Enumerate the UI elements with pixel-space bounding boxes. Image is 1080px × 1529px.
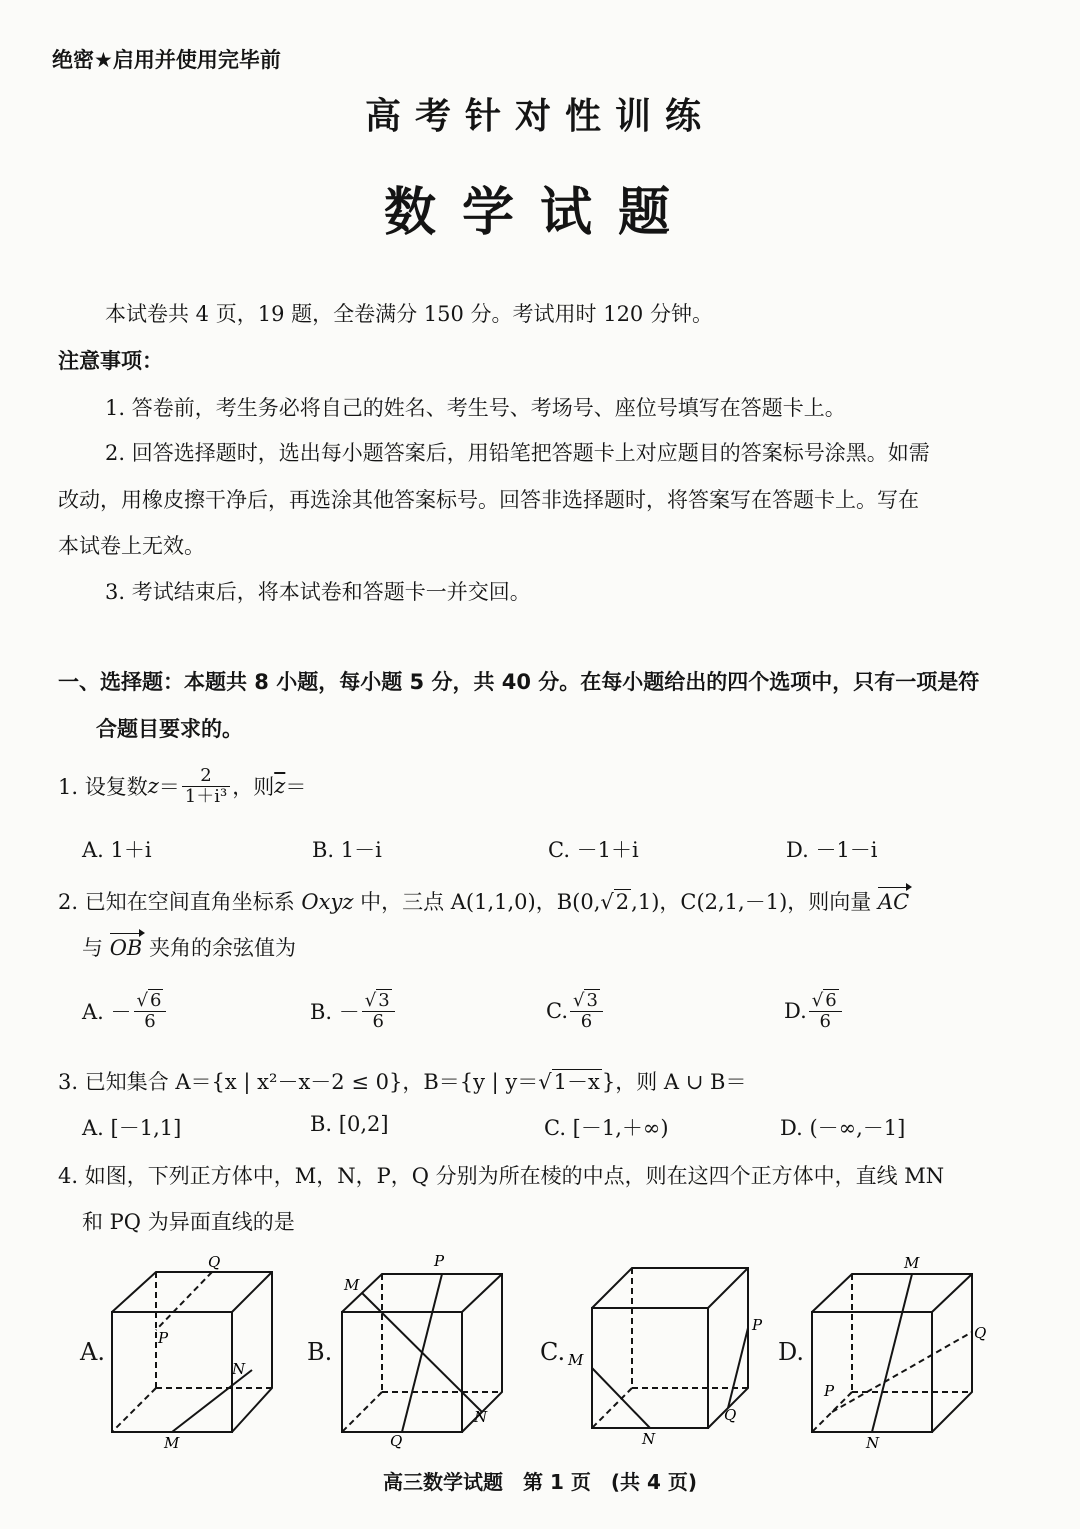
q2-option-b-label: B. － <box>310 1000 360 1024</box>
cube-d-label-n: N <box>866 1434 880 1452</box>
q2-option-b-fraction <box>362 991 395 1032</box>
cube-a-label-m: M <box>164 1434 180 1452</box>
cube-figure-a <box>108 1250 278 1450</box>
q2-option-a-fraction <box>134 991 167 1032</box>
q2-line1-a: 2. 已知在空间直角坐标系 <box>58 890 302 914</box>
figure-label-c: C. <box>540 1338 566 1366</box>
q2-option-c-fraction <box>570 991 603 1032</box>
exam-intro: 本试卷共 4 页，19 题，全卷满分 150 分。考试用时 120 分钟。 <box>105 302 713 326</box>
q1-fraction-denominator: 1＋i³ <box>184 785 228 807</box>
q2-option-b-den: 6 <box>372 1010 384 1032</box>
q2-option-c-label: C. <box>546 999 568 1023</box>
cube-d-label-q: Q <box>974 1324 987 1342</box>
q2-option-d-den: 6 <box>819 1010 831 1032</box>
q3-option-b: B. [0,2] <box>310 1112 389 1136</box>
notice-item-1: 1. 答卷前，考生务必将自己的姓名、考生号、考场号、座位号填写在答题卡上。 <box>105 396 846 420</box>
notice-heading: 注意事项： <box>58 349 163 373</box>
q1-option-b: B. 1－i <box>312 838 382 862</box>
q1-end: ＝ <box>285 775 307 799</box>
section-1-heading-line-1: 一、选择题：本题共 8 小题，每小题 5 分，共 40 分。在每小题给出的四个选项中，只有一项是符 <box>58 670 980 694</box>
figure-label-d: D. <box>778 1338 805 1366</box>
question-4-line-2: 和 PQ 为异面直线的是 <box>82 1210 295 1234</box>
q2-sqrt-arg: 2 <box>615 890 630 914</box>
question-3: 3. 已知集合 A＝{x | x²－x－2 ≤ 0}，B＝{y | y＝√1－x}，则 A ∪ B＝ <box>58 1070 747 1094</box>
q1-option-a: A. 1＋i <box>82 838 152 862</box>
q1-mid: ，则 <box>232 775 275 799</box>
question-4-line-1: 4. 如图，下列正方体中，M，N，P，Q 分别为所在棱的中点，则在这四个正方体中，直线 MN <box>58 1164 945 1188</box>
q2-option-c-den: 6 <box>580 1010 593 1032</box>
cube-a-label-q: Q <box>208 1253 221 1271</box>
cube-figure-d <box>808 1250 988 1450</box>
q2-option-b <box>310 985 397 1037</box>
notice-item-2-line-3: 本试卷上无效。 <box>58 534 205 558</box>
q1-var: z <box>147 774 159 798</box>
cube-c-label-n: N <box>642 1430 656 1448</box>
page-footer: 高三数学试题 第 1 页 (共 4 页) <box>383 1470 697 1494</box>
q2-option-d-num: √ 6 <box>809 991 842 1012</box>
q2-vector-ob: OB <box>109 936 143 960</box>
section-1-heading-line-2: 合题目要求的。 <box>96 717 243 741</box>
notice-item-3: 3. 考试结束后，将本试卷和答题卡一并交回。 <box>105 580 531 604</box>
q1-fraction-numerator: 2 <box>182 766 230 787</box>
q2-option-c <box>546 985 605 1037</box>
cube-a-label-p: P <box>158 1329 169 1347</box>
question-2-line-1: 2. 已知在空间直角坐标系 Oxyz 中，三点 A(1,1,0)，B(0,√2,1)，C(2,1,－1)，则向量 AC <box>58 890 910 914</box>
exam-subject-title: 数学试题 <box>383 183 696 243</box>
q2-line1-b: 中，三点 A(1,1,0)，B(0, <box>353 890 601 914</box>
cube-b-label-n: N <box>474 1408 488 1426</box>
notice-item-2-line-1: 2. 回答选择题时，选出每小题答案后，用铅笔把答题卡上对应题目的答案标号涂黑。如需 <box>105 441 930 465</box>
q3-sqrt-arg: 1－x <box>553 1070 600 1094</box>
figure-label-b: B. <box>307 1338 333 1366</box>
cube-d-label-p: P <box>824 1382 835 1400</box>
q1-fraction <box>182 766 230 807</box>
q1-option-d: D. －1－i <box>786 838 878 862</box>
figure-label-a: A. <box>80 1338 105 1366</box>
cube-figure-c <box>568 1250 768 1450</box>
confidential-label: 绝密★启用并使用完毕前 <box>52 48 281 72</box>
cube-b-label-m: M <box>344 1276 360 1294</box>
q2-line1-c: ,1)，C(2,1,－1)，则向量 <box>631 890 878 914</box>
q2-option-a-den: 6 <box>144 1010 156 1032</box>
cube-d-label-m: M <box>904 1254 920 1272</box>
q2-option-a <box>82 985 168 1037</box>
q1-option-c: C. －1＋i <box>548 838 639 862</box>
cube-b-label-p: P <box>434 1252 445 1270</box>
q2-option-d-label: D. <box>784 999 807 1023</box>
q2-system: Oxyz <box>301 890 354 914</box>
q2-option-c-num: √ 3 <box>570 991 603 1012</box>
cube-c-label-m: M <box>568 1351 584 1369</box>
q2-option-d <box>784 985 844 1037</box>
q1-prefix: 1. 设复数 <box>58 775 148 799</box>
q3-part-b: }，则 A ∪ B＝ <box>601 1070 747 1094</box>
exam-series-title: 高考针对性训练 <box>364 96 715 137</box>
cube-c-label-p: P <box>752 1316 763 1334</box>
cube-c-label-q: Q <box>724 1406 737 1424</box>
cube-a-label-n: N <box>232 1360 246 1378</box>
q2-vector-ac: AC <box>877 890 910 914</box>
q1-conjugate: $\overline{z}$ <box>274 774 286 798</box>
question-1 <box>58 760 306 812</box>
q2-line2-a: 与 <box>82 936 110 960</box>
q3-option-a: A. [－1,1] <box>82 1116 182 1140</box>
q2-option-a-label: A. － <box>82 1000 132 1024</box>
q1-eq: ＝ <box>158 775 180 799</box>
question-2-line-2 <box>82 932 296 962</box>
cube-figure-b <box>338 1250 508 1450</box>
cube-b-label-q: Q <box>390 1432 403 1450</box>
q2-line2-b: 夹角的余弦值为 <box>142 936 297 960</box>
q3-part-a: 3. 已知集合 A＝{x | x²－x－2 ≤ 0}，B＝{y | y＝ <box>58 1070 539 1094</box>
q3-option-d: D. (－∞,－1] <box>780 1116 906 1140</box>
notice-item-2-line-2: 改动，用橡皮擦干净后，再选涂其他答案标号。回答非选择题时，将答案写在答题卡上。写在 <box>58 488 919 512</box>
q3-option-c: C. [－1,＋∞) <box>544 1116 669 1140</box>
q2-option-a-num: √ 6 <box>134 991 167 1012</box>
q2-option-b-num: √ 3 <box>362 991 395 1012</box>
q2-option-d-fraction <box>809 991 842 1032</box>
